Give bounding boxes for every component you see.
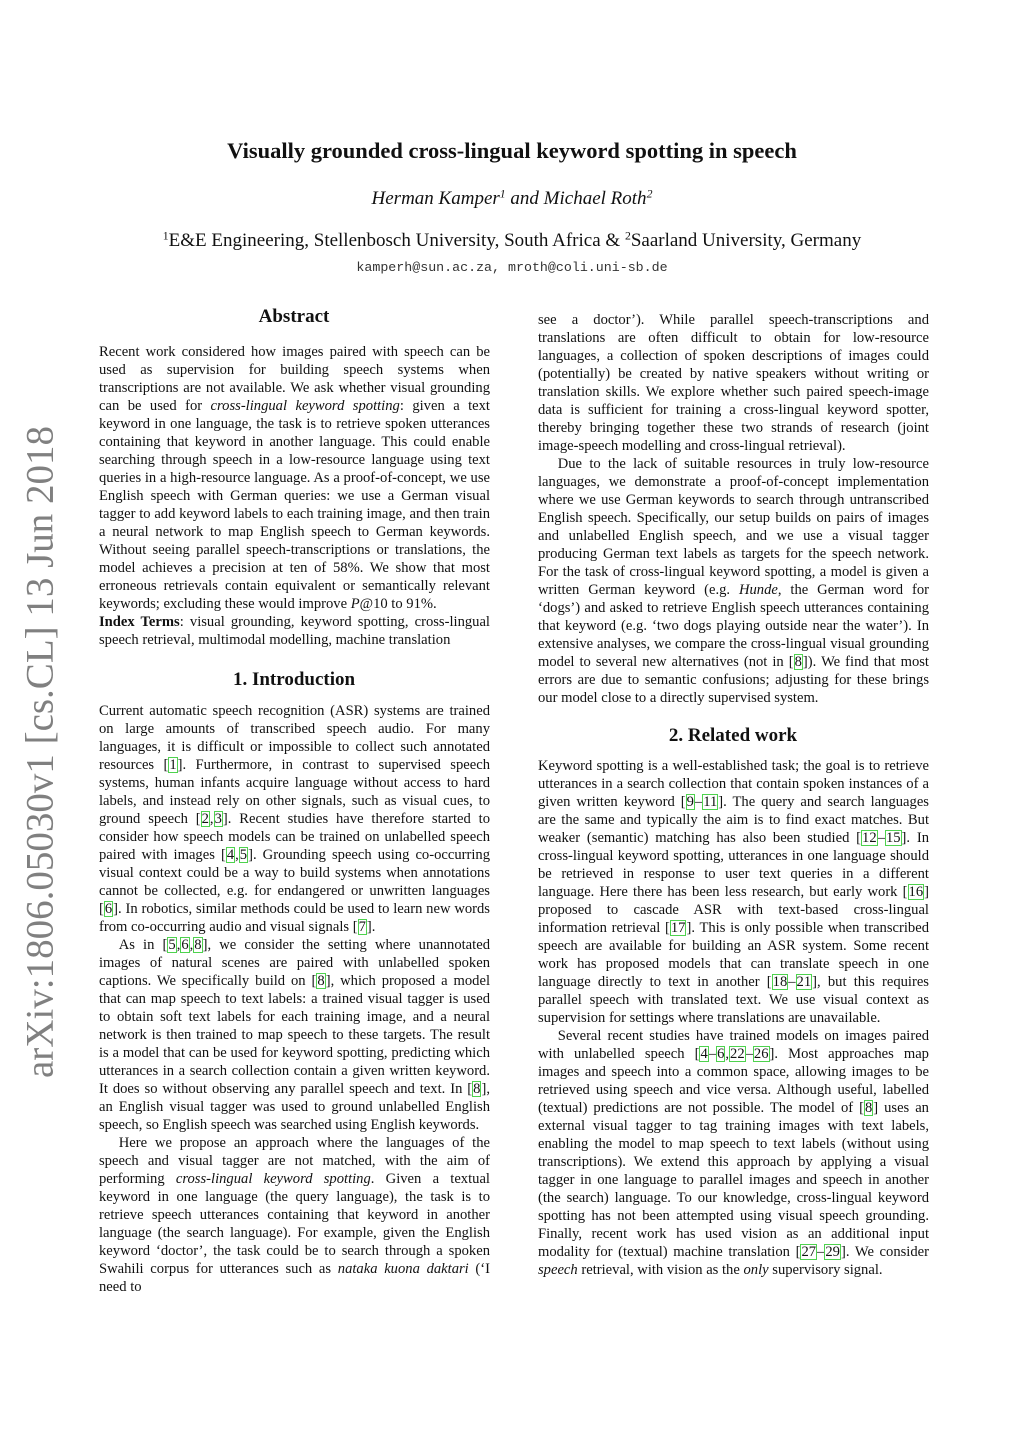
citation-link[interactable]: 18 (772, 974, 788, 990)
affil-mark: 2 (624, 229, 631, 243)
text-run: , the German word for ‘dogs’) and asked to retrieve English speech utterances containing that keyword (e.g. ‘two dogs playing outside near the water’). In extensive analyses, we compare the cross-lingual visual grounding model to several new alternatives (not in (538, 582, 929, 670)
text-run: uses an external visual tagger to tag training images with text labels, enabling the model to map speech to text labels (without using transcriptions). We extend this approach by applying a visual tagger in one language to parallel images and speech in another (the search) language. To our knowledge, cross-lingual keyword spotting has not been attempted using visual speech grounding. Finally, recent work has used vision as an additional input modality for (textual) machine translation (538, 1100, 929, 1260)
paragraph (538, 311, 929, 455)
text-run: . (371, 919, 376, 935)
citation: [16] (902, 884, 929, 900)
citation: [6] (99, 901, 119, 917)
text-run: Current automatic speech recognition (ASR) systems are trained on large amounts of transcribed speech audio. For many languages, it is difficult or impossible to collect such annotated resources (99, 703, 490, 773)
citation-separator: , (176, 937, 181, 953)
text-run: Several recent studies have trained models on images paired with unlabelled speech (538, 1028, 929, 1062)
citation-link[interactable]: 21 (796, 974, 812, 990)
citation-link[interactable]: 2 (201, 811, 209, 827)
text-run: . We consider (845, 1244, 929, 1260)
paragraph (99, 613, 490, 649)
text-run: Due to the lack of suitable resources in truly low-resource languages, we demonstrate a proof-of-concept implementation where we use German keywords to search through untranscribed English speech. Specifically, our setup builds on pairs of images and unlabelled English speech, and we use a visual tagger producing German text labels as targets for the speech network. For the task of cross-lingual keyword spotting, a model is given a written German keyword (e.g. (538, 456, 929, 598)
text-run: . In robotics, similar methods could be used to learn new words from co-occurring audio and visual signals (99, 901, 490, 935)
citation-link[interactable]: 26 (753, 1046, 769, 1062)
emphasis-text: Hunde (738, 582, 778, 598)
author-affil-mark: 2 (646, 187, 653, 201)
citation-separator: , (235, 847, 239, 863)
citation-link[interactable]: 9 (686, 794, 694, 810)
abstract-body (99, 343, 490, 649)
introduction-body (99, 702, 490, 1296)
text-run: As in (118, 937, 163, 953)
citation: [8] (467, 1081, 487, 1097)
text-run: , an English visual tagger was used to ground unlabelled English speech, so English speech was searched using English keywords. (99, 1081, 490, 1133)
citation: [17] (664, 920, 692, 936)
author-name: and Michael Roth (505, 188, 647, 209)
citation-separator: – (694, 794, 703, 810)
citation: [7] (352, 919, 372, 935)
paragraph (99, 702, 490, 936)
text-run: ). We find that most errors are due to semantic confusions; adjusting for these brings our model close to a directly supervised system. (538, 654, 929, 706)
emphasis-text: only (743, 1262, 769, 1278)
text-run: retrieval, with vision as the (577, 1262, 744, 1278)
text-run: @10 to 91%. (359, 596, 437, 612)
related-work-body (538, 757, 929, 1279)
text-run: (‘I need to (99, 1261, 491, 1295)
text-run: . Given a textual keyword in one language (the query language), the task is to retrieve speech utterances containing that keyword in another language (the search language). For example, given the English keyword ‘doctor’, the task could be to search through a spoken Swahili corpus for utterances such as (99, 1171, 490, 1277)
citation-link[interactable]: 6 (104, 901, 113, 917)
affiliations (0, 230, 1024, 252)
introduction-heading: 1. Introduction (232, 669, 356, 690)
citation-separator: – (788, 974, 796, 990)
author-name: Herman Kamper (371, 188, 500, 209)
text-run: , which proposed a model that can map speech to text labels: a trained visual tagger is used to obtain soft text labels for each training image, and a neural network is then trained to map speech to these targets. The result is a model that can be used for keyword spotting, predicting which utterances in a search collection contain a given written keyword. It does so without observing any parallel speech and text. In (99, 973, 490, 1097)
citation-link[interactable]: 7 (358, 919, 366, 935)
citation: [8] (788, 654, 808, 670)
citation-link[interactable]: 8 (194, 937, 202, 953)
text-run: . Most approaches map images and speech into a common space, allowing images to be retrieved using speech and vice versa. Although useful, labelled (textual) predictions are not possible. The model of (538, 1046, 929, 1116)
citation-link[interactable]: 1 (169, 757, 177, 773)
emphasis-text: cross-lingual keyword spotting (175, 1171, 371, 1187)
citation-link[interactable]: 8 (317, 973, 325, 989)
text-run: . Furthermore, in contrast to supervised speech systems, human infants acquire language without access to hard labels, and instead rely on other signals, such as visual cues, to ground speech (99, 757, 490, 827)
citation: [2,3] (195, 811, 228, 827)
text-run: , we consider the setting where unannotated images of natural scenes are paired with unlabelled spoken captions. We specifically build on (99, 937, 490, 989)
paper-title: Visually grounded cross-lingual keyword spotting in speech (227, 138, 797, 163)
citation: [4–6,22–26] (694, 1046, 775, 1062)
related-work-heading: 2. Related work (668, 725, 798, 746)
text-run: Keyword spotting is a well-established task; the goal is to retrieve utterances in a search collection that contain spoken instances of a given written keyword (538, 758, 929, 810)
text-run: supervisory signal. (768, 1262, 883, 1278)
citation-link[interactable]: 6 (717, 1046, 725, 1062)
citation-link[interactable]: 12 (862, 830, 877, 846)
paragraph (99, 343, 490, 613)
citation-link[interactable]: 29 (825, 1244, 840, 1260)
citation-link[interactable]: 4 (700, 1046, 708, 1062)
emphasis-text: speech (538, 1262, 578, 1278)
text-run: . Grounding speech using co-occurring visual context could be a way to build systems when annotations cannot be collected, e.g. for endangered or unwritten languages (99, 847, 490, 899)
text-run: . This is only possible when transcribed speech are available for building an ASR system. Some recent work has proposed models that can translate speech in one language directly to text in another (538, 920, 929, 990)
citation-separator: , (209, 811, 214, 827)
citation-separator: , (725, 1046, 730, 1062)
text-run: Recent work considered how images paired with speech can be used as supervision for building speech systems when transcriptions are not available. We ask whether visual grounding can be used for (99, 344, 490, 414)
citation-link[interactable]: 5 (168, 937, 176, 953)
authors (0, 188, 1024, 210)
paragraph (538, 455, 929, 707)
citation-link[interactable]: 4 (226, 847, 235, 863)
citation-separator: , (189, 937, 194, 953)
citation-link[interactable]: 16 (908, 884, 924, 900)
paragraph (99, 936, 490, 1134)
citation-link[interactable]: 22 (730, 1046, 745, 1062)
paragraph (538, 757, 929, 1027)
text-run: . The query and search languages are the same and typically the aim is to find exact matches. But weaker (semantic) matching has also been studied (538, 794, 929, 846)
citation: [8] (859, 1100, 879, 1116)
text-run: . Recent studies have therefore started to consider how speech models can be trained on unlabelled speech paired with images (99, 811, 490, 863)
citation-link[interactable]: 3 (214, 811, 222, 827)
paragraph (538, 1027, 929, 1279)
emphasis-text: nataka kuona daktari (337, 1261, 469, 1277)
text-run: , but this requires parallel speech with translated text. We use visual context as supervision for settings where translations are unavailable. (538, 974, 929, 1026)
author-affil-mark: 1 (499, 187, 506, 201)
citation: [18–21] (766, 974, 818, 990)
citation-link[interactable]: 8 (473, 1081, 481, 1097)
affiliation: E&E Engineering, Stellenbosch University, South Africa & (168, 230, 625, 251)
citation-separator: – (877, 830, 885, 846)
citation: [4,5] (220, 847, 253, 863)
citation-link[interactable]: 11 (703, 794, 718, 810)
text-run: proposed to cascade ASR with text-based cross-lingual information retrieval (538, 902, 929, 936)
introduction-body-continued (538, 311, 929, 707)
author-emails: kamperh@sun.ac.za, mroth@coli.uni-sb.de (356, 260, 668, 275)
citation-link[interactable]: 17 (670, 920, 686, 936)
citation-separator: – (745, 1046, 753, 1062)
citation-link[interactable]: 8 (794, 654, 802, 670)
text-run: : given a text keyword in one language, the task is to retrieve spoken utterances containing that keyword in another language. This could enable searching through speech in a low-resource language using text queries in a high-resource language. As a proof-of-concept, we use English speech with German queries: we use a German visual tagger to add keyword labels to each training image, and then train a neural network to map English speech to German keywords. Without seeing parallel speech-transcriptions or translations, the model achieves a precision at ten of 58%. We show that most erroneous retrievals contain equivalent or semantically relevant keywords; excluding these would improve (99, 398, 490, 612)
affil-mark: 1 (162, 229, 169, 243)
abstract-heading: Abstract (258, 306, 330, 327)
citation: [9–11] (680, 794, 724, 810)
citation-separator: – (817, 1244, 825, 1260)
citation: [5,6,8] (162, 937, 208, 953)
emphasis-text: P (350, 596, 360, 612)
citation-link[interactable]: 27 (801, 1244, 817, 1260)
text-run: . In cross-lingual keyword spotting, utterances in one language should be retrieved in response to user text queries in a different language. Here there has been less research, but early work (538, 830, 929, 900)
citation: [12–15] (856, 830, 907, 846)
citation-link[interactable]: 6 (181, 937, 189, 953)
emphasis-text: cross-lingual keyword spotting (210, 398, 400, 414)
text-run: see a doctor’). While parallel speech-transcriptions and translations are often difficult to obtain for low-resource languages, a collection of spoken descriptions of images could (potentially) be created by native speakers without writing or translation skills. We explore whether such paired speech-image data is sufficient for training a cross-lingual keyword spotter, thereby bringing together these two strands of research (joint image-speech modelling and cross-lingual retrieval). (538, 312, 929, 454)
affiliation: Saarland University, Germany (630, 230, 862, 251)
citation-link[interactable]: 8 (864, 1100, 873, 1116)
citation: [1] (163, 757, 183, 773)
citation: [27–29] (795, 1244, 846, 1260)
citation-link[interactable]: 5 (239, 847, 248, 863)
text-run: Here we propose an approach where the languages of the speech and visual tagger are not matched, with the aim of performing (99, 1135, 490, 1187)
arxiv-stamp: arXiv:1806.05030v1 [cs.CL] 13 Jun 2018 (18, 425, 62, 1079)
citation-link[interactable]: 15 (885, 830, 901, 846)
bold-label: Index Terms (99, 614, 180, 630)
citation-separator: – (708, 1046, 717, 1062)
citation: [8] (311, 973, 331, 989)
paragraph (99, 1134, 490, 1296)
text-run: : visual grounding, keyword spotting, cross-lingual speech retrieval, multimodal modelling, machine translation (99, 614, 490, 648)
